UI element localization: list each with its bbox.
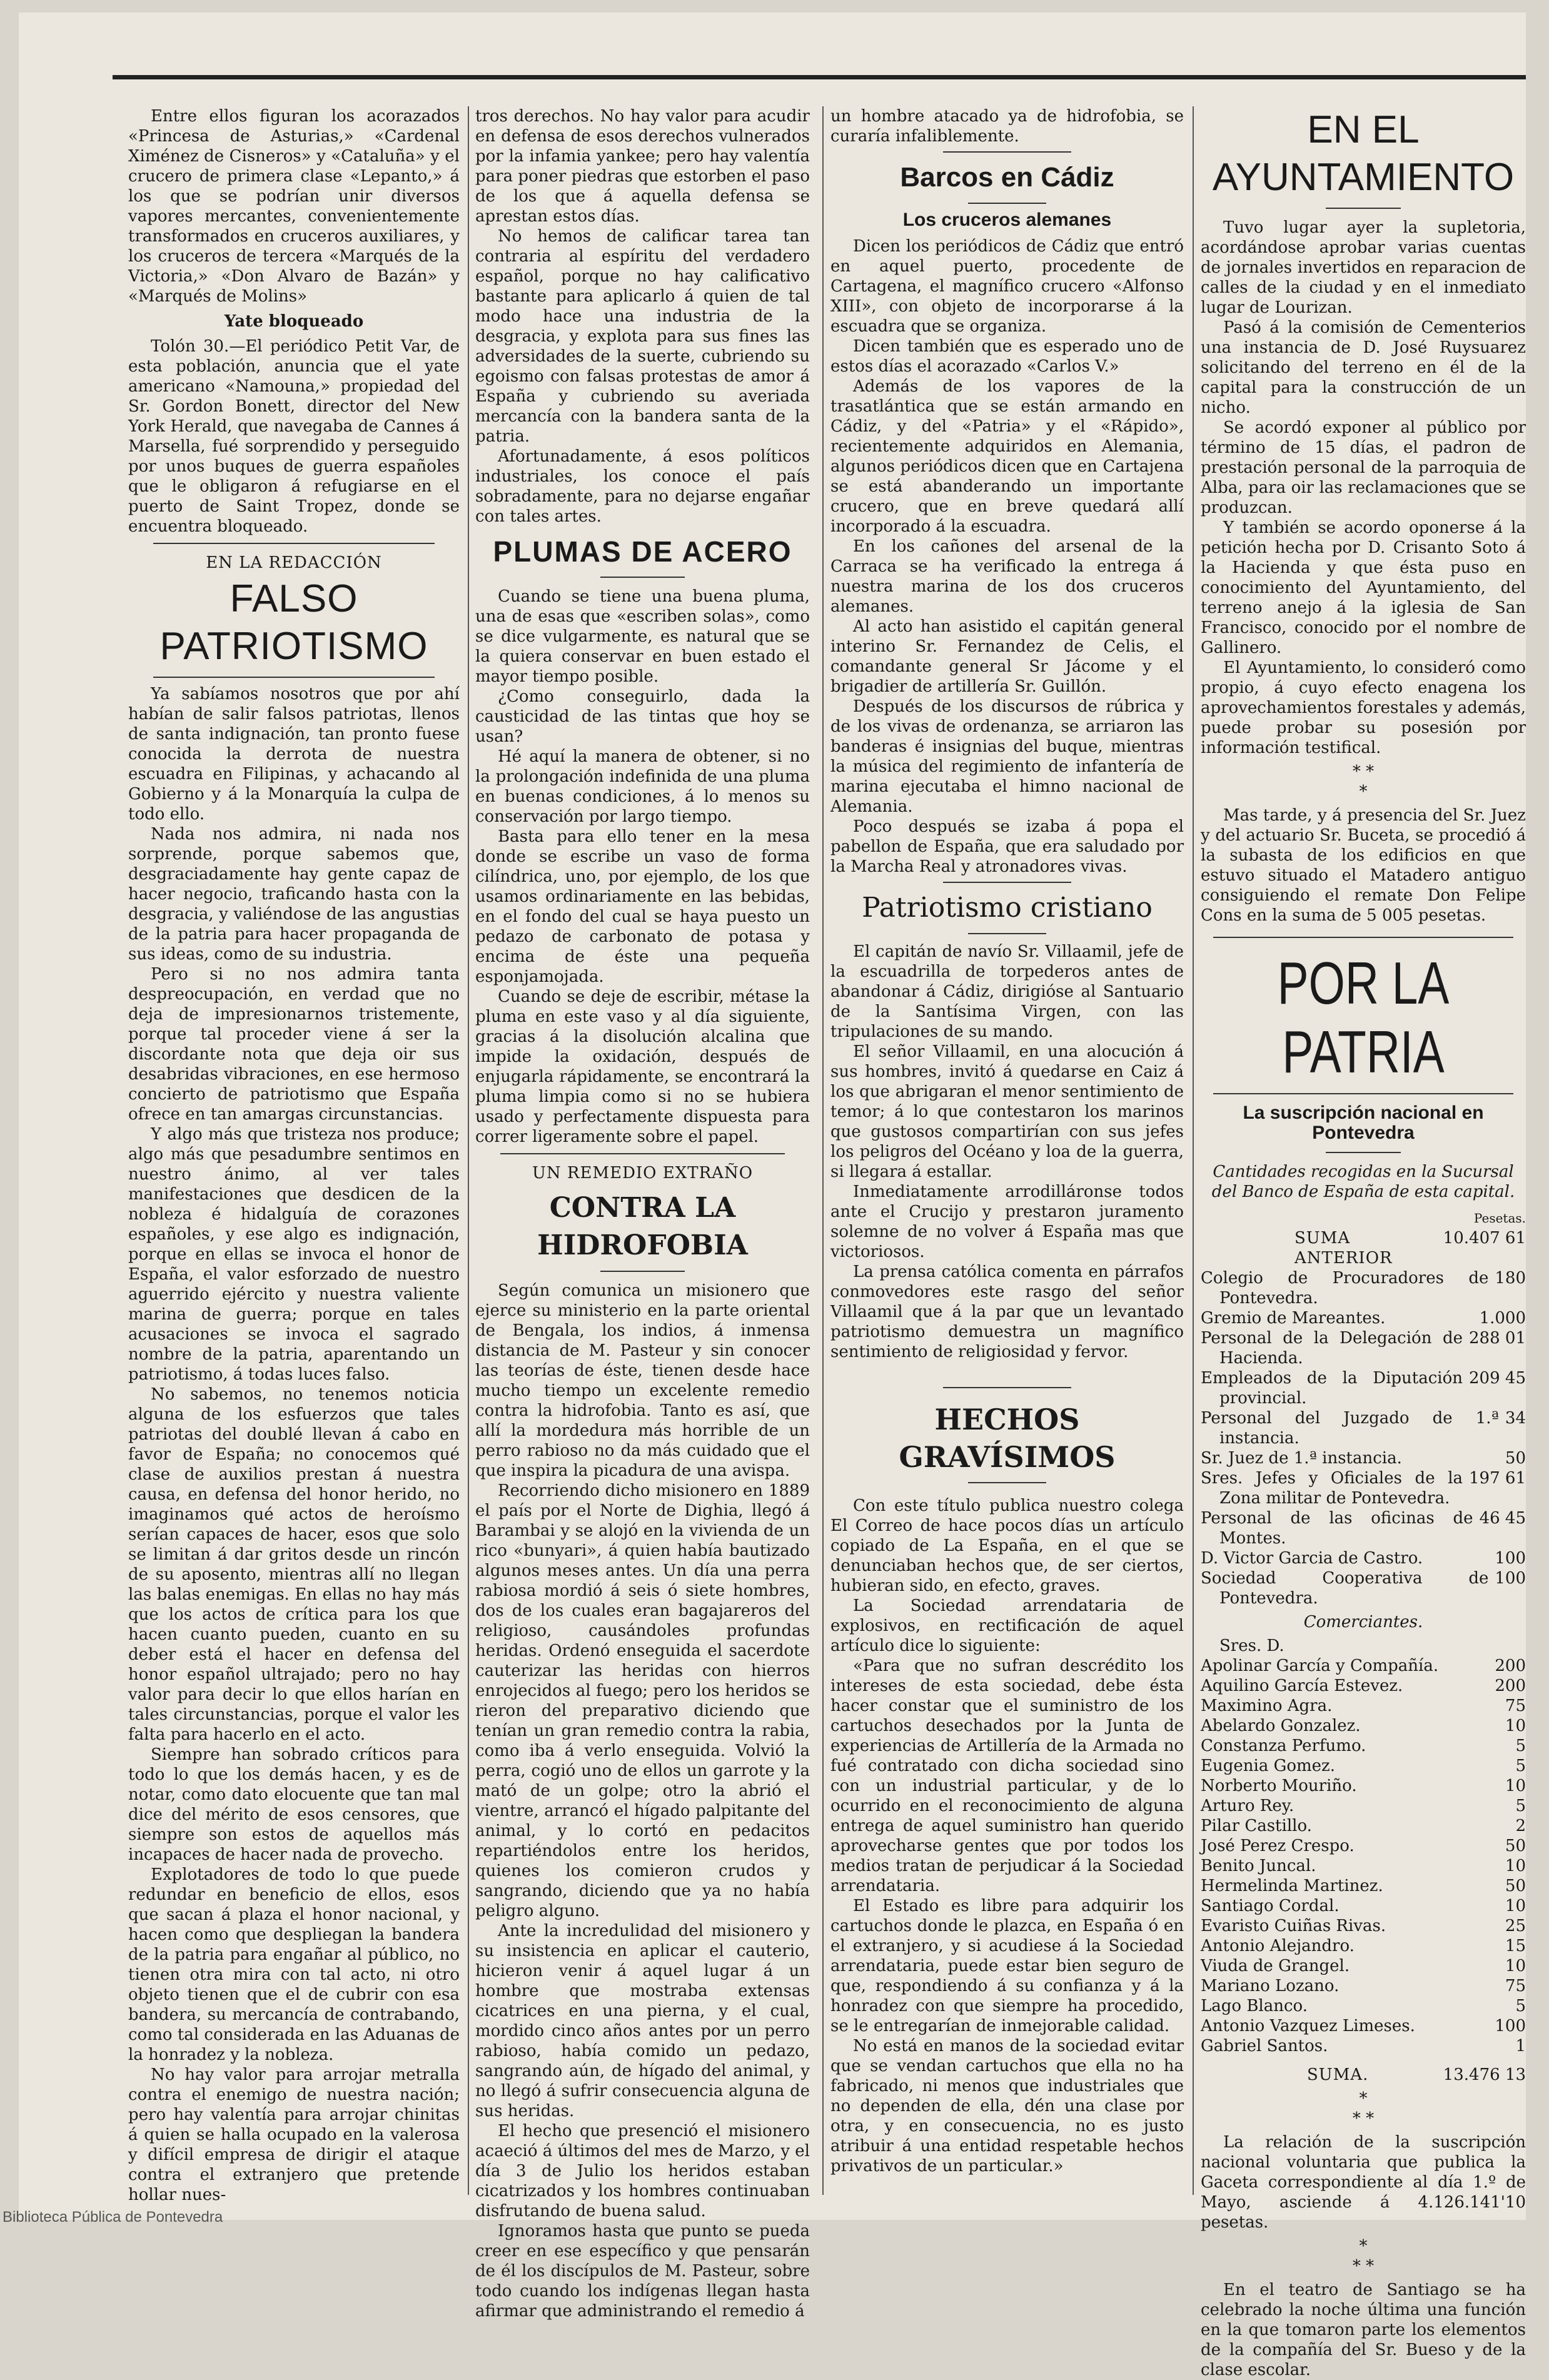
headline: Patriotismo cristiano [862,892,1153,924]
paragraph: Poco después se izaba á popa el pabellon de España, que era saludado por la Marcha Real y atronadores vivas. [830,817,1184,876]
paragraph: Y algo más que tristeza nos produce; algo más que pesadumbre sentimos en nuestro ánimo, al ver tales manifestaciones que desdicen de la nobleza é hidalguía de corazones españoles, y ese algo es indignación, porque en ellas se invoca el honor de España, el valor esforzado de nuestro aguerrido ejército y nuestra valiente marina de guerra; porque en tales acusaciones se invoca el sagrado nombre de la patria, aparentando un patriotismo, á todas luces falso. [128,1125,460,1384]
headline: PLUMAS DE ACERO [493,535,792,568]
donor-list [1201,1656,1526,2056]
donor-amount: 5 [1515,1737,1526,1755]
headline: CONTRA LA HIDROFOBIA [537,1192,748,1261]
donor-amount: 10 [1505,1957,1526,1975]
kicker: UN REMEDIO EXTRAÑO [532,1164,754,1182]
donor-amount: 5 [1515,1997,1526,2015]
donor-amount: 100 [1495,2017,1526,2035]
paragraph: Después de los discursos de rúbrica y de los vivas de ordenanza, se arriaron las banderas é insignias del buque, mientras la música del regimiento de infantería de marina ejecutaba el himno nacional de Alemania. [830,697,1184,816]
donor-amount: 288 01 [1469,1329,1526,1348]
donor-row [1201,1468,1526,1508]
donor-name: Personal del Juzgado de 1.ª instancia. [1201,1409,1499,1448]
separator [968,203,1046,204]
paragraph: La relación de la suscripción nacional voluntaria que publica la Gaceta correspondiente al día 1.º de Mayo, asciende á 4.126.141'10 pesetas. [1201,2133,1526,2232]
paragraph: Tuvo lugar ayer la supletoria, acordándose aprobar varias cuentas de jornales invertidos en reparacion de calles de la ciudad y en el inmediato lugar de Lourizan. [1201,218,1526,317]
donor-amount: 1.000 [1479,1309,1526,1328]
donor-amount: 100 [1495,1549,1526,1568]
donor-amount: 197 61 [1469,1469,1526,1488]
donor-name: Eugenia Gomez. [1201,1757,1336,1775]
donor-row [1201,1996,1526,2016]
donor-name: Benito Juncal. [1201,1857,1316,1875]
donor-row [1201,1916,1526,1936]
paragraph: un hombre atacado ya de hidrofobia, se curaría infaliblemente. [830,107,1184,146]
donor-amount: 2 [1515,1817,1526,1835]
donor-amount: 5 [1515,1797,1526,1815]
donor-name: Maximino Agra. [1201,1697,1333,1715]
subtotal-label: SUMA ANTERIOR [1294,1229,1393,1268]
intro-text: Cantidades recogidas en la Sucursal del Banco de España de esta capital. [1211,1162,1515,1201]
paragraph: Basta para ello tener en la mesa donde se escribe un vaso de forma cilíndrica, uno, por ejemplo, de los que usamos ordinariamente en las bebidas, en el fondo del cual se haya puesto un pedazo de carbonato de potasa y encima de éste una pequeña esponjamojada. [475,827,810,986]
asterism: * * * [1352,2237,1375,2276]
paragraph: Siempre han sobrado críticos para todo lo que los demás hacen, y es de notar, como dato elocuente que tan mal dice del mérito de esos censores, que siempre son estos de aquellos más incapaces de hacer nada de provecho. [128,1745,460,1864]
donor-name: Antonio Vazquez Limeses. [1201,2017,1415,2035]
paragraph: Entre ellos figuran los acorazados «Princesa de Asturias,» «Cardenal Ximénez de Cisneros» y «Cataluña» y el crucero de primera clase «Lepanto,» á los que se podrían unir diversos vapores mercantes, convenientemente transformados en cruceros auxiliares, y los cruceros de tercera «Marqués de la Victoria,» «Don Alvaro de Bazán» y «Marqués de Molins» [128,107,460,306]
donor-amount: 75 [1505,1697,1526,1715]
honorific: Sres. D. [1219,1636,1284,1655]
donor-row [1201,1776,1526,1796]
paragraph: Dicen también que es esperado uno de estos días el acorazado «Carlos V.» [830,337,1184,376]
donor-name: Aquilino García Estevez. [1201,1677,1403,1695]
donor-row [1201,1268,1526,1308]
donor-amount: 15 [1505,1937,1526,1955]
donor-name: Santiago Cordal. [1201,1897,1340,1915]
paragraph: No está en manos de la sociedad evitar que se vendan cartuchos que ella no ha fabricado, ni menos que industriales que no dependen de ella, dén una clase por otra, y en consecuencia, no es justo atribuir á una entidad respetable hechos privativos de un particular.» [830,2037,1184,2176]
donor-row [1201,1896,1526,1916]
donor-row [1201,2016,1526,2036]
paragraph: El señor Villaamil, en una alocución á sus hombres, invitó á quedarse en Caiz á los que abrigaran el menor sentimiento de temor; á lo que contestaron los marinos que gustosos compartirían con sus jefes los peligros del Océano y loa de la guerra, si llegara á estallar. [830,1042,1184,1181]
donor-name: Norberto Mouriño. [1201,1777,1357,1795]
headline: FALSO PATRIOTISMO [159,577,428,668]
top-rule [113,75,1526,79]
paragraph: No sabemos, no tenemos noticia alguna de los esfuerzos que tales patriotas del doublé llevan á cabo en favor de España; no conocemos qué clase de auxilios prestan á nuestra causa, en defensa del honor herido, no imaginamos qué actos de heroísmo serían capaces de hacer, esos que solo se limitan á dar gritos desde un rincón de su aposento, mientras allí no llegan las balas enemigas. En ellas no hay más que los actos de crítica para los que hacen cuanto pueden, cuanto en su deber está el hacer en defensa del honor español ultrajado; pero no hay valor para decir lo que ellos harían en tales circunstancias, porque el valor les falta para hacerlo en el acto. [128,1385,460,1744]
column-rule [822,106,824,2195]
separator [153,543,435,544]
paragraph: Ante la incredulidad del misionero y su insistencia en aplicar el cauterio, hicieron venir á aquel lugar á un hombre que mostraba extensas cicatrices en una pierna, y el cual, mordido cinco años antes por un perro rabioso, había comido un pedazo, sangrando aún, de hígado del animal, y no llegó á sufrir consecuencia alguna de sus heridas. [475,1922,810,2120]
paragraph: En los cañones del arsenal de la Carraca se ha verificado la entrega á nuestra marina de los dos cruceros alemanes. [830,537,1184,616]
paragraph: Tolón 30.—El periódico Petit Var, de esta población, anuncia que el yate americano «Namouna,» propiedad del Sr. Gordon Bonett, director del New York Herald, que navegaba de Cannes á Marsella, fué sorprendido y perseguido por unos buques de guerra españoles que le obligaron á refugiarse en el puerto de Saint Tropez, donde se encuentra bloqueado. [128,337,460,536]
donor-name: Constanza Perfumo. [1201,1737,1366,1755]
donor-name: Colegio de Procuradores de Pontevedra. [1201,1269,1489,1308]
paragraph: Afortunadamente, á esos políticos industriales, los conoce el país sobradamente, para no dejarse engañar con tales artes. [475,447,810,526]
paragraph: No hay valor para arrojar metralla contra el enemigo de nuestra nación; pero hay valentía para arrojar chinitas á quien se halla ocupado en la valerosa y difícil empresa de dirigir el ataque contra el extranjero que pretende hollar nues- [128,2065,460,2204]
donor-row [1201,1408,1526,1448]
donor-name: Gremio de Mareantes. [1201,1309,1386,1328]
paragraph: Nada nos admira, ni nada nos sorprende, porque sabemos que, desgraciadamente hay gente capaz de hacer negocio, traficando hasta con la desgracia, y valiéndose de las angustias de la patria para hacer propaganda de sus ideas, como de su industria. [128,825,460,964]
donor-row [1201,1328,1526,1368]
paragraph: El capitán de navío Sr. Villaamil, jefe de la escuadrilla de torpederos antes de abandonar á Cádiz, dirigióse al Santuario de la Santísima Virgen, con las tripulaciones de su mando. [830,942,1184,1041]
separator [968,933,1046,934]
separator [943,882,1071,883]
donor-amount: 100 [1495,1569,1526,1588]
donor-row [1201,1508,1526,1548]
column-4 [1201,106,1526,2379]
total-label: SUMA. [1307,2065,1369,2084]
donor-amount: 180 [1495,1269,1526,1288]
donor-name: Hermelinda Martinez. [1201,1877,1383,1895]
donor-amount: 10 [1505,1897,1526,1915]
donor-row [1201,1856,1526,1876]
paragraph: Según comunica un misionero que ejerce su ministerio en la parte oriental de Bengala, los indios, á inmensa distancia de M. Pasteur y sin conocer las teorías de éste, tienen desde hace mucho tiempo un excelente remedio contra la hidrofobia. Tanto es así, que allí la mordedura más horrible de un perro rabioso no da más cuidado que el que inspira la picadura de una avispa. [475,1281,810,1480]
paragraph: Y también se acordo oponerse á la petición hecha por D. Crisanto Soto á la Hacienda y que ésta puso en conocimiento del Ayuntamiento, del terreno anejo á la iglesia de San Francisco, conocido por el nombre de Gallinero. [1201,518,1526,657]
donor-row [1201,1876,1526,1896]
subtotal-row [1201,1228,1526,1268]
separator [1213,937,1513,938]
donor-amount: 50 [1505,1449,1526,1468]
column-label: Pesetas. [1473,1211,1526,1226]
paragraph: Se acordó exponer al público por término de 15 días, el padron de prestación personal de la parroquia de Alba, para oir las reclamaciones que se produzcan. [1201,418,1526,517]
donor-amount: 46 45 [1479,1509,1526,1528]
separator [600,1271,685,1272]
headline: EN EL AYUNTAMIENTO [1212,108,1515,199]
donor-row [1201,1696,1526,1716]
donor-name: Sociedad Cooperativa de Pontevedra. [1201,1569,1489,1608]
donor-row [1201,1836,1526,1856]
donor-amount: 5 [1515,1757,1526,1775]
donor-amount: 10 [1505,1717,1526,1735]
headline: POR LA PATRIA [1277,950,1450,1086]
donor-amount: 200 [1495,1656,1526,1675]
paragraph: Explotadores de todo lo que puede redundar en beneficio de ellos, esos que sacan á plaza el honor nacional, y hacen como que despliegan la bandera de la patria para engañar al público, no tienen otra mira con tal acto, ni otro objeto tienen que el de cubrir con esa bandera, su mercancía de contrabando, como tal considerada en las Aduanas de la honradez y la nobleza. [128,1865,460,2064]
donor-name: Personal de la Delegación de Hacienda. [1201,1329,1463,1368]
column-rule [1193,106,1194,2195]
paragraph: Hé aquí la manera de obtener, si no la prolongación indefinida de una pluma en buenas condiciones, á lo menos su conservación por largo tiempo. [475,747,810,826]
donor-amount: 34 [1505,1409,1526,1428]
paragraph: «Para que no sufran descrédito los intereses de esta sociedad, debe ésta hacer constar que el suministro de los cartuchos desechados por la Junta de experiencias de Artillería de la Armada no fué contratado con dicha sociedad sino con un industrial particular, y de lo ocurrido en el reconocimiento de alguna entrega de aquel suministro han querido aprovecharse gentes que por todos los medios tratan de perjudicar á la Sociedad arrendataria. [830,1656,1184,1895]
donor-name: Gabriel Santos. [1201,2037,1328,2055]
donor-name: Arturo Rey. [1201,1797,1294,1815]
paragraph: Pasó á la comisión de Cementerios una instancia de D. José Ruysuarez solicitando del terreno en él de la capital para la construcción de un nicho. [1201,318,1526,417]
donor-name: D. Victor Garcia de Castro. [1201,1549,1423,1568]
subtotal-amount: 10.407 61 [1443,1229,1526,1248]
paragraph: tros derechos. No hay valor para acudir en defensa de esos derechos vulnerados por la infamia yankee; pero hay valentía para poner piedras que estorben el paso de los que á aquella defensa se aprestan estos días. [475,107,810,226]
paragraph: Con este título publica nuestro colega El Correo de hace pocos días un artículo copiado de La España, en el que se denunciaban hechos que, de ser ciertos, hubieran sido, en efecto, graves. [830,1496,1184,1595]
donor-row [1201,1796,1526,1816]
donor-row [1201,1656,1526,1676]
separator [600,577,685,578]
separator [1326,1152,1401,1153]
separator [500,1153,785,1154]
donor-row [1201,2036,1526,2056]
column-3 [830,106,1184,2189]
separator [1213,1093,1513,1094]
separator [153,677,435,678]
paragraph: El Estado es libre para adquirir los cartuchos donde le plazca, en España ó en el extranjero, y si acudiese á la Sociedad arrendataria, puede estar bien seguro de que, respondiendo á su confianza y á la honradez con que siempre ha procedido, se le entregarían de inmejorable calidad. [830,1897,1184,2035]
paragraph: Al acto han asistido el capitán general interino Sr. Fernandez de Celis, el comandante general Sr Jácome y el brigadier de artillería Sr. Guillón. [830,617,1184,696]
paragraph: No hemos de calificar tarea tan contraria al espíritu del verdadero español, porque no hay calificativo bastante para aplicarlo á quien de tal modo hace una industria de la desgracia, y explota para sus fines las adversidades de la suerte, cubriendo su egoismo con falsas protestas de amor á España y cubriendo su averiada mercancía con la bandera santa de la patria. [475,227,810,446]
separator [1326,208,1401,209]
donor-name: Empleados de la Diputación provincial. [1201,1369,1463,1408]
paragraph: Pero si no nos admira tanta despreocupación, en verdad que no deja de impresionarnos tristemente, porque tal proceder viene á ser la discordante nota que deja oir sus desabridas vibraciones, en ese hermoso concierto de patriotismo que España ofrece en tan amargas circunstancias. [128,965,460,1124]
donor-name: Sr. Juez de 1.ª instancia. [1201,1449,1402,1468]
separator [943,151,1071,153]
paragraph: Además de los vapores de la trasatlántica que se están armando en Cádiz, y del «Patria» y el «Rápido», recientemente adquiridos en Alemania, algunos periódicos dicen que en Cartajena se está abanderando un importante crucero, que en breve quedará allí incorporado á la escuadra. [830,377,1184,536]
donor-name: Antonio Alejandro. [1201,1937,1355,1955]
newspaper-page [19,13,1526,2379]
paragraph: Cuando se tiene una buena pluma, una de esas que «escriben solas», como se dice vulgarmente, es natural que se la quiera conservar en buen estado el mayor tiempo posible. [475,587,810,686]
separator [943,1387,1071,1388]
donor-name: Apolinar García y Compañía. [1201,1656,1439,1675]
donor-amount: 200 [1495,1677,1526,1695]
donor-amount: 50 [1505,1837,1526,1855]
donor-row [1201,1956,1526,1976]
donor-amount: 50 [1505,1877,1526,1895]
paragraph: El Ayuntamiento, lo consideró como propio, á cuyo efecto enagena los aprovechamientos forestales y además, puede probar su posesión por información testifical. [1201,658,1526,757]
donor-amount: 1 [1515,2037,1526,2055]
paragraph: El hecho que presenció el misionero acaeció á últimos del mes de Marzo, y el día 3 de Julio los heridos estaban cicatrizados y los hombres continuaban disfrutando de buena salud. [475,2122,810,2221]
donor-amount: 25 [1505,1917,1526,1935]
paragraph: Mas tarde, y á presencia del Sr. Juez y del actuario Sr. Buceta, se procedió á la subasta de los edificios en que estuvo situado el Matadero antiguo consiguiendo el remate Don Felipe Cons en la suma de 5 005 pesetas. [1201,806,1526,925]
donor-amount: 10 [1505,1777,1526,1795]
donor-name: Evaristo Cuiñas Rivas. [1201,1917,1386,1935]
donor-row [1201,1548,1526,1568]
paragraph: Recorriendo dicho misionero en 1889 el país por el Norte de Dighia, llegó á Barambai y se alojó en la vivienda de un rico «bunyari», á quien había bautizado algunos meses antes. Un día una perra rabiosa mordió á seis ó siete hombres, dos de los cuales eran bagajareros del religioso, causándoles profundas heridas. Ordenó enseguida el sacerdote cauterizar las heridas con hierros enrojecidos al fuego; pero los heridos se rieron del preparativo diciendo que tenían un gran remedio contra la rabia, como iba á verlo enseguida. Volvió la perra, cogió uno de ellos un garrote y la mató de un golpe; otro la abrió el vientre, arrancó el hígado palpitante del animal, y lo cortó en pedacitos repartiéndolos entre los heridos, quienes los comieron crudos y sangrando, diciendo que ya no había peligro alguno. [475,1481,810,1920]
donor-name: Lago Blanco. [1201,1997,1308,2015]
subheading: Los cruceros alemanes [902,209,1112,230]
donor-amount: 75 [1505,1977,1526,1995]
donor-name: Mariano Lozano. [1201,1977,1340,1995]
subheading: La suscripción nacional en Pontevedra [1243,1102,1484,1143]
asterism: * * * [1352,2089,1375,2128]
donor-row [1201,1936,1526,1956]
library-credit: Biblioteca Pública de Pontevedra [3,2209,223,2226]
donor-name: José Perez Crespo. [1201,1837,1355,1855]
donor-row [1201,1676,1526,1696]
donor-row [1201,1756,1526,1776]
donor-name: Sres. Jefes y Oficiales de la Zona militar de Pontevedra. [1201,1469,1463,1508]
paragraph: ¿Como conseguirlo, dada la causticidad de las tintas que hoy se usan? [475,687,810,746]
donor-name: Personal de las oficinas de Montes. [1201,1509,1473,1548]
donor-row [1201,1448,1526,1468]
column-1 [128,106,460,2204]
paragraph: En el teatro de Santiago se ha celebrado la noche última una función en la que tomaron parte los elementos de la compañía del Sr. Bueso y de la clase escolar. [1201,2281,1526,2379]
donor-name: Pilar Castillo. [1201,1817,1312,1835]
donor-row [1201,1816,1526,1836]
paragraph: Cuando se deje de escribir, métase la pluma en este vaso y al día siguiente, gracias á la disolución alcalina que impide la oxidación, después de enjugarla rápidamente, se encontrará la pluma limpia como si no se hubiera usado y perfectamente dispuesta para correr ligeramente sobre el papel. [475,987,810,1146]
donor-row [1201,1976,1526,1996]
paragraph: La Sociedad arrendataria de explosivos, en rectificación de aquel artículo dice lo siguiente: [830,1596,1184,1655]
paragraph: Inmediatamente arrodilláronse todos ante el Crucijo y prestaron juramento solemne de no volver á España mas que victoriosos. [830,1182,1184,1261]
paragraph: Dicen los periódicos de Cádiz que entró en aquel puerto, procedente de Cartagena, el magnífico crucero «Alfonso XIII», con objeto de incorporarse á la escuadra que se organiza. [830,237,1184,336]
donor-row [1201,1716,1526,1736]
donor-row [1201,1368,1526,1408]
column-rule [468,106,469,2195]
donor-list [1201,1268,1526,1608]
paragraph: Ya sabíamos nosotros que por ahí habían de salir falsos patriotas, llenos de santa indignación, tan pronto fuese conocida la derrota de nuestra escuadra en Filipinas, y achacando al Gobierno y á la Monarquía la culpa de todo ello. [128,685,460,824]
category-label: Comerciantes. [1303,1613,1423,1631]
headline: HECHOS GRAVÍSIMOS [899,1403,1116,1474]
separator [968,1482,1046,1483]
total-row [1201,2065,1526,2085]
donor-row [1201,1568,1526,1608]
section-heading: Yate bloqueado [224,312,364,331]
paragraph: Ignoramos hasta que punto se pueda creer en ese específico y que pensarán de él los discípulos de M. Pasteur, sobre todo cuando los indígenas llegan hasta afirmar que administrando el remedio á [475,2222,810,2321]
donor-name: Viuda de Grangel. [1201,1957,1350,1975]
headline: Barcos en Cádiz [900,162,1114,193]
donor-row [1201,1308,1526,1328]
total-amount: 13.476 13 [1443,2065,1526,2084]
donor-amount: 10 [1505,1857,1526,1875]
donor-row [1201,1736,1526,1756]
donor-name: Abelardo Gonzalez. [1201,1717,1361,1735]
donor-amount: 209 45 [1469,1369,1526,1388]
asterism: * * * [1352,762,1375,801]
paragraph: La prensa católica comenta en párrafos conmovedores este rasgo del señor Villaamil que á la par que un levantado patriotismo demuestra un magnífico sentimiento de religiosidad y fervor. [830,1263,1184,1361]
column-2 [475,106,810,2321]
kicker: EN LA REDACCIÓN [206,553,382,572]
